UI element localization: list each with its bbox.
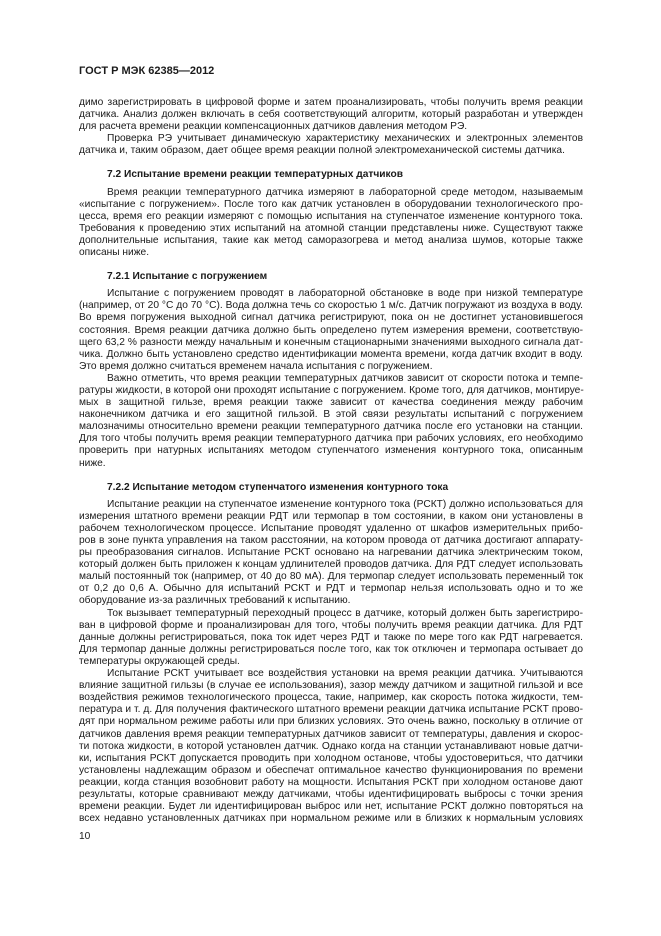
- text-line: оборудование из-за различных требований к испытанию.: [79, 595, 351, 607]
- text-line: описаны ниже.: [79, 247, 150, 259]
- text-line: малый постоянный ток (например, от 40 до 80 мА). Для термопар следует использовать переменный ток: [79, 571, 583, 583]
- text-line: ры преобразования сигналов. Испытание РСКТ основано на нагревании датчика электрическим током,: [79, 547, 583, 559]
- text-line: дополнительные испытания, такие как метод саморазогрева и метод анализа шумов, которые также: [79, 234, 583, 246]
- text-line: измерения штатного времени реакции РДТ или термопар в том состоянии, в каком они установлены в: [79, 510, 583, 522]
- text-line: ниже.: [79, 457, 106, 469]
- text-line: воздействия режимов технологического процесса, такие, например, как скорость потока жидкости, тем-: [79, 692, 583, 704]
- text-line: результаты, которые сравнивают между датчиками, чтобы идентифицировать выбросы с точки зрения: [79, 788, 583, 800]
- text-line: ратуры жидкости, в которой они проходят испытание с погружением. Кроме того, для датчиков, монтируе-: [79, 384, 584, 396]
- text-line: Испытание с погружением проводят в лабораторной обстановке в воде при низкой температуре: [107, 288, 583, 300]
- text-line: ти потока жидкости, в которой установлен датчик. Однако когда на станции устанавливают новые датчи-: [79, 740, 583, 752]
- text-line: димо зарегистрировать в цифровой форме и затем проанализировать, чтобы получить время реакции: [79, 97, 583, 108]
- section-heading: 7.2 Испытание времени реакции температурных датчиков: [107, 169, 403, 181]
- text-line: Для того чтобы получить время реакции температурного датчика при рабочих условиях, его необходимо: [79, 433, 583, 445]
- text-line: наконечником датчика и его защитной гильзой. В этой связи результаты испытаний с погружением: [79, 409, 583, 421]
- text-line: пература и т. д. Для получения фактического штатного времени реакции датчика испытание РСКТ прово-: [79, 704, 583, 716]
- section-heading: 7.2.2 Испытание методом ступенчатого изменения контурного тока: [107, 481, 449, 493]
- text-line: Время реакции температурного датчика измеряют в лабораторной среде методом, называемым: [107, 186, 583, 198]
- text-line: установлены надлежащим образом и обеспечат оптимальное качество функционирования по времени: [79, 764, 583, 776]
- paragraph: [79, 608, 583, 668]
- paragraph: [79, 499, 583, 608]
- text-line: реакции, когда станция возобновит работу на мощности. Испытания РСКТ при холодном останове дают: [79, 776, 583, 788]
- text-line: ки, испытания РСКТ допускается проводить при холодном останове, чтобы удостовериться, что датчики: [79, 752, 583, 764]
- text-line: данные должны регистрироваться, пока ток идет через РДТ и также по мере того как РДТ нагревается.: [79, 631, 583, 643]
- text-line: Испытание реакции на ступенчатое изменение контурного тока (РСКТ) должно использоваться для: [107, 498, 583, 510]
- text-line: датчиков давления время реакции температурных датчиков зависит от температуры, давления и скорос-: [79, 728, 583, 740]
- document-header: ГОСТ Р МЭК 62385—2012: [79, 65, 215, 77]
- paragraph: [79, 133, 583, 157]
- text-line: дят при нормальном режиме работы или при близких условиях. Это очень важно, поскольку в отличие от: [79, 716, 583, 728]
- text-line: Важно отметить, что время реакции температурных датчиков зависит от скорости потока и темпе-: [107, 372, 583, 384]
- text-line: щего 63,2 % разности между начальным и конечным стационарными значениями выходного сигнала дат-: [79, 336, 583, 348]
- text-line: ван в цифровой форме и проанализирован для того, чтобы получить время реакции датчика. Для РДТ: [79, 619, 583, 631]
- text-line: малозначимы относительно времени реакции температурного датчика после его установки на станции.: [79, 421, 583, 433]
- text-line: температуры окружающей среды.: [79, 655, 240, 667]
- paragraph: [79, 288, 583, 373]
- text-line: состояния. Время реакции датчика должно быть определено путем измерения времени, соответствую-: [79, 324, 583, 336]
- text-line: от 0,2 до 0,6 А. Обычно для испытаний РСКТ и РДТ и термопар нельзя использовать одно и то же: [79, 583, 583, 595]
- text-line: цесса, время его реакции измеряют с помощью испытания на ступенчатое изменение контурного тока.: [79, 210, 583, 222]
- text-line: датчика и, таким образом, дает общее время реакции полной электромеханической системы датчика.: [79, 145, 565, 157]
- text-line: Испытание РСКТ учитывает все воздействия установки на время реакции датчика. Учитываются: [107, 668, 583, 680]
- text-line: Это время должно считаться временем начала испытания с погружением.: [79, 360, 433, 372]
- text-line: Проверка РЭ учитывает динамическую характеристику механических и электронных элементов: [107, 133, 583, 145]
- text-line: Во время погружения выходной сигнал датчика регистрируют, пока он не достигнет установившегося: [79, 312, 583, 324]
- text-line: мых в защитной гильзе, время реакции также зависит от качества соединения между рабочим: [79, 397, 583, 409]
- text-line: для расчета времени реакции компенсационных датчиков давления методом РЭ.: [79, 121, 468, 133]
- paragraph: [79, 97, 583, 133]
- section-heading: 7.2.1 Испытание с погружением: [107, 271, 268, 283]
- text-line: Для термопар данные должны регистрироваться после того, как ток отключен и термопара остывает до: [79, 643, 583, 655]
- document-body: [79, 97, 583, 825]
- text-line: «испытание с погружением». После того как датчик установлен в оборудовании технологического про-: [79, 198, 583, 210]
- text-line: ров в зоне пункта управления на таком расстоянии, на котором провода от датчика достигают аппарату-: [79, 535, 583, 546]
- text-line: рабочем технологическом процессе. Испытание проводят удаленно от шкафов измерительных прибо-: [79, 522, 583, 534]
- text-line: Требования к проведению этих испытаний на атомной станции представлены ниже. Существуют также: [79, 222, 583, 234]
- text-line: проверить при натурных испытаниях методом ступенчатого изменения контурного тока, описанным: [79, 445, 583, 457]
- paragraph: [79, 668, 583, 825]
- page-number: 10: [79, 831, 91, 842]
- text-line: влияние защитной гильзы (в случае ее использования), зазор между датчиком и защитной гильзой и все: [79, 680, 583, 692]
- text-line: датчика. Анализ должен включать в себя соответствующий алгоритм, который разработан и утвержден: [79, 109, 583, 121]
- text-line: (например, от 20 °С до 70 °С). Вода должна течь со скоростью 1 м/с. Датчик погружают из воздуха в воду.: [79, 300, 583, 312]
- text-line: Ток вызывает температурный переходный процесс в датчике, который должен быть зарегистриро-: [107, 607, 583, 619]
- paragraph: [79, 187, 583, 260]
- paragraph: [79, 373, 583, 470]
- text-line: времени реакции. Будет ли идентифицирован выброс или нет, испытание РСКТ должно повторяться на: [79, 801, 583, 813]
- text-line: чика. Должно быть установлено средство идентификации момента времени, когда датчик входит в воду.: [79, 348, 583, 360]
- text-line: который должен быть приложен к концам удлинителей проводов датчика. Для РДТ следует использовать: [79, 559, 583, 571]
- text-line: всех недавно установленных датчиках при нормальном режиме или в близких к нормальным условиях: [79, 813, 583, 825]
